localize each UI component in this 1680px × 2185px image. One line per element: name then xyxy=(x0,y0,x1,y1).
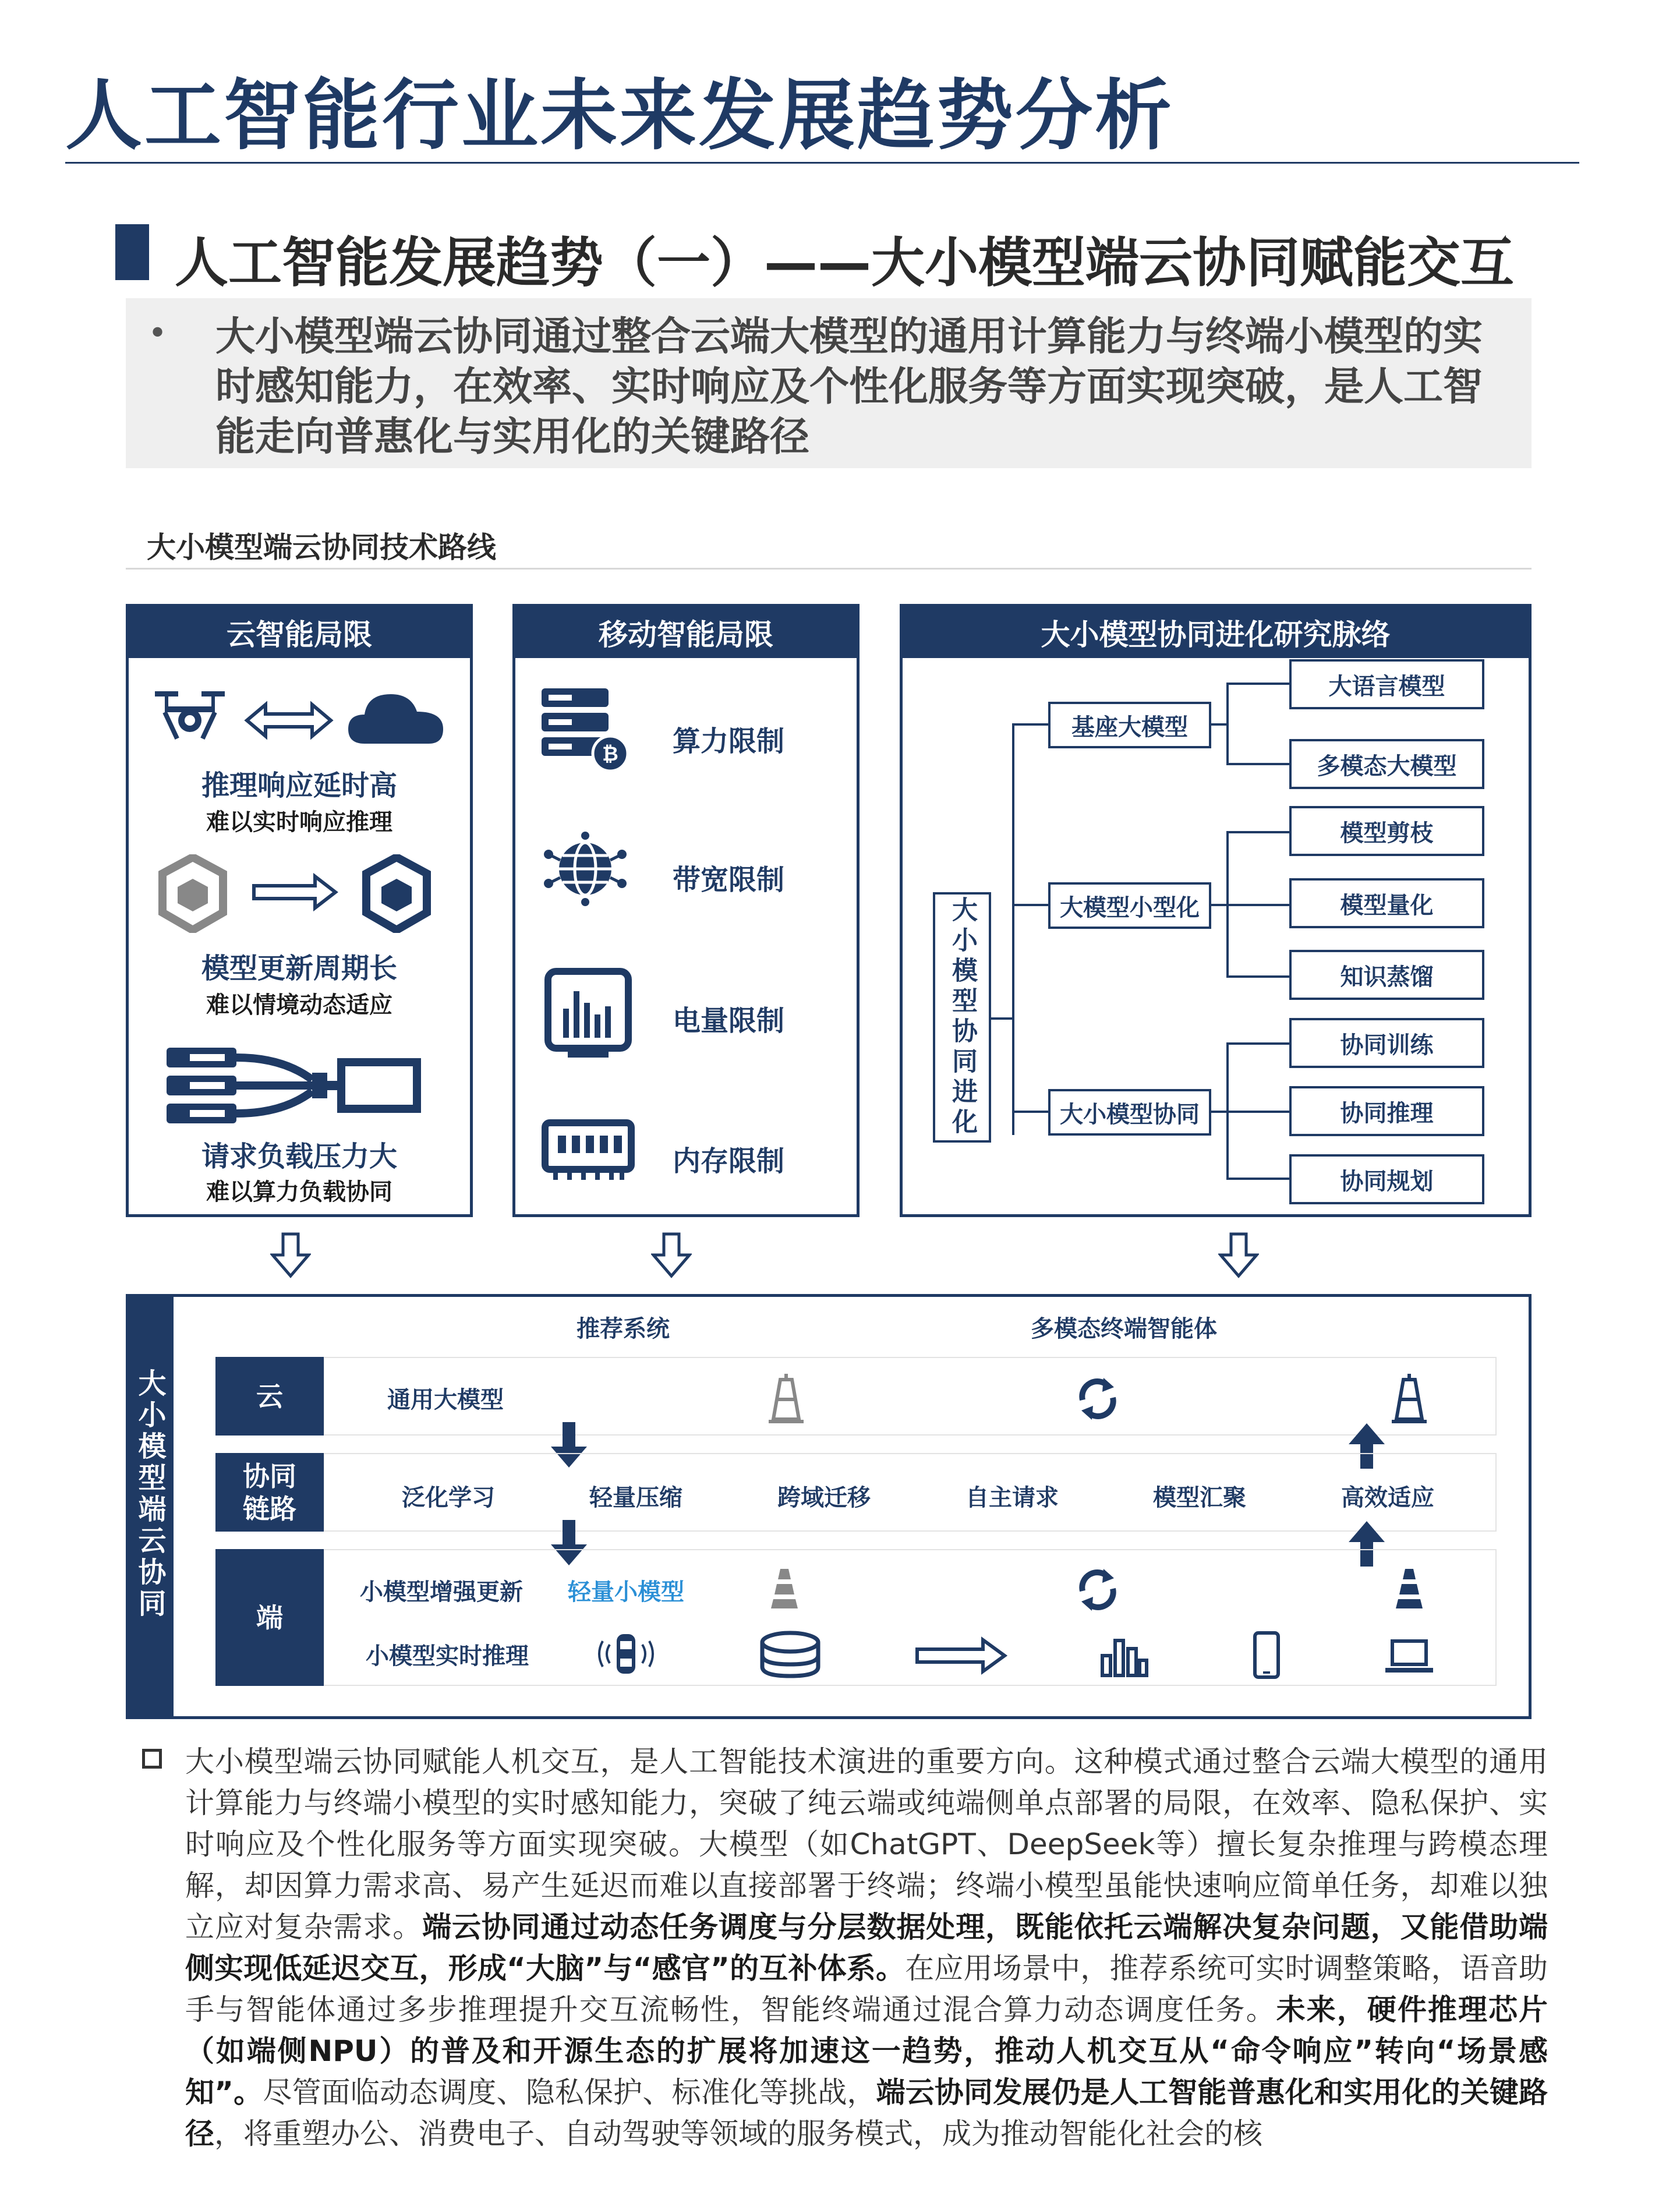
cloud-limits-title: 云智能局限 xyxy=(129,607,470,658)
model-cube-gray-icon xyxy=(158,854,228,933)
summary-bullet: • xyxy=(148,314,168,352)
link-item: 模型汇聚 xyxy=(1153,1484,1246,1511)
body-text-4: ，将重塑办公、消费电子、自动驾驶等领域的服务模式，成为推动智能化社会的核 xyxy=(214,2117,1262,2151)
body-section xyxy=(139,1741,1548,2155)
cloud-row-head: 云 xyxy=(215,1357,324,1436)
body-text-3: 尽管面临动态调度、隐私保护、标准化等挑战， xyxy=(263,2076,876,2109)
cone-icon xyxy=(764,1567,805,1613)
down-arrow-icon xyxy=(270,1232,311,1278)
collab-model-box: 大小模型协同 xyxy=(1048,1089,1211,1136)
pruning-box: 模型剪枝 xyxy=(1289,806,1484,856)
right-arrow-icon xyxy=(251,872,338,913)
load-funnel-icon xyxy=(167,1045,423,1126)
globe-network-icon xyxy=(542,831,629,907)
tower-icon xyxy=(763,1371,809,1424)
multimodal-model-box: 多模态大模型 xyxy=(1289,739,1484,789)
quantization-box: 模型量化 xyxy=(1289,878,1484,928)
figure-divider xyxy=(126,568,1532,570)
drone-icon xyxy=(152,685,228,749)
cone-icon xyxy=(1389,1567,1430,1613)
distillation-box: 知识蒸馏 xyxy=(1289,950,1484,1000)
memory-chip-icon xyxy=(542,1119,635,1183)
body-bold-1: 端云协同通过动态任务调度与分层数据处理，既能依托云端解决复杂问题，又能借助端侧实现低延迟交互，形成“大脑”与“感官”的互补体系。 xyxy=(185,1910,1548,1985)
down-arrow-icon xyxy=(1218,1232,1259,1278)
link-row-band xyxy=(323,1453,1497,1532)
refresh-icon xyxy=(1074,1376,1121,1422)
root-label: 大小模型协同进化 xyxy=(947,896,977,1139)
latency-sub: 难以实时响应推理 xyxy=(206,809,392,836)
load-label: 请求负载压力大 xyxy=(201,1140,397,1173)
body-bold-2: 未来，硬件推理芯片（如端侧NPU）的普及和开源生态的扩展将加速这一趋势，推动人机交互从“命令响应”转向“场景感知”。 xyxy=(185,1993,1548,2109)
model-compression-box: 大模型小型化 xyxy=(1048,882,1211,929)
database-icon xyxy=(758,1631,822,1680)
research-panel xyxy=(900,604,1532,1217)
small-model-update-label: 小模型增强更新 xyxy=(360,1579,523,1606)
body-text-1: 大小模型端云协同赋能人机交互，是人工智能技术演进的重要方向。这种模式通过整合云端大模型的通用计算能力与终端小模型的实时感知能力，突破了纯云端或纯端侧单点部署的局限，在效率、隐私保护、实时响应及个性化服务等方面实现突破。大模型（如ChatGPT、DeepSeek等）擅长复杂推理与跨模态理解，却因算力需求高、易产生延迟而难以直接部署于终端；终端小模型虽能快速响应简单任务，却难以独立应对复杂需求。 xyxy=(185,1745,1548,1944)
load-sub: 难以算力负载协同 xyxy=(206,1179,392,1205)
link-item: 高效适应 xyxy=(1341,1484,1434,1511)
mobile-limits-title: 移动智能局限 xyxy=(515,607,857,658)
end-cloud-side-text: 大小模型端云协同 xyxy=(133,1369,166,1620)
collab-training-box: 协同训练 xyxy=(1289,1018,1484,1068)
tower-icon xyxy=(1386,1371,1433,1424)
collab-inference-box: 协同推理 xyxy=(1289,1086,1484,1136)
research-title: 大小模型协同进化研究脉络 xyxy=(903,607,1529,658)
latency-label: 推理响应延时高 xyxy=(201,769,397,802)
cloud-icon xyxy=(347,688,446,747)
link-row-head: 协同链路 xyxy=(215,1453,324,1532)
general-model-label: 通用大模型 xyxy=(387,1387,504,1413)
body-bold-3: 端云协同发展仍是人工智能普惠化和实用化的关键路径 xyxy=(185,2076,1548,2151)
bar-chart-icon xyxy=(1098,1632,1150,1679)
power-limit-label: 电量限制 xyxy=(673,1005,785,1037)
light-model-label: 轻量小模型 xyxy=(568,1579,684,1606)
svg-text:₿: ₿ xyxy=(602,743,618,766)
col-recommend: 推荐系统 xyxy=(576,1316,670,1342)
cloud-limits-panel xyxy=(126,604,473,1217)
server-icon xyxy=(542,688,629,773)
collab-planning-box: 协同规划 xyxy=(1289,1154,1484,1204)
compute-limit-label: 算力限制 xyxy=(673,725,785,758)
mobile-limits-panel xyxy=(512,604,860,1217)
right-arrow-icon xyxy=(914,1635,1007,1676)
bidirectional-arrow-icon xyxy=(242,700,335,741)
laptop-icon xyxy=(1383,1636,1435,1677)
section-marker xyxy=(115,224,149,280)
section-title: 人工智能发展趋势（一）——大小模型端云协同赋能交互 xyxy=(175,232,1515,294)
model-cube-navy-icon xyxy=(362,854,432,933)
link-item: 轻量压缩 xyxy=(589,1484,682,1511)
body-text-2: 在应用场景中，推荐系统可实时调整策略，语音助手与智能体通过多步推理提升交互流畅性，智能终端通过混合算力动态调度任务。 xyxy=(185,1951,1548,2027)
col-agent: 多模态终端智能体 xyxy=(1031,1316,1217,1342)
title-divider xyxy=(65,162,1579,164)
figure-title: 大小模型端云协同技术路线 xyxy=(147,531,496,564)
memory-limit-label: 内存限制 xyxy=(673,1145,785,1178)
link-item: 泛化学习 xyxy=(402,1484,495,1511)
body-paragraph xyxy=(139,1741,1548,2155)
bandwidth-limit-label: 带宽限制 xyxy=(673,864,785,896)
summary-text: 大小模型端云协同通过整合云端大模型的通用计算能力与终端小模型的实时感知能力，在效率、实时响应及个性化服务等方面实现突破，是人工智能走向普惠化与实用化的关键路径 xyxy=(215,314,1483,460)
battery-chart-icon xyxy=(544,968,632,1061)
link-item: 自主请求 xyxy=(965,1484,1059,1511)
update-cycle-sub: 难以情境动态适应 xyxy=(206,992,392,1019)
update-cycle-label: 模型更新周期长 xyxy=(201,952,397,985)
foundation-model-box: 基座大模型 xyxy=(1048,702,1211,748)
link-item: 跨域迁移 xyxy=(777,1484,871,1511)
device-row-head: 端 xyxy=(215,1549,324,1686)
root-box xyxy=(933,892,991,1143)
down-arrow-icon xyxy=(651,1232,692,1278)
small-model-infer-label: 小模型实时推理 xyxy=(366,1643,529,1670)
llm-box: 大语言模型 xyxy=(1289,659,1484,709)
page-title: 人工智能行业未来发展趋势分析 xyxy=(65,71,1174,161)
end-cloud-side-label xyxy=(126,1294,174,1719)
refresh-icon xyxy=(1074,1567,1121,1613)
car-icon xyxy=(597,1631,655,1677)
phone-icon xyxy=(1249,1631,1284,1680)
